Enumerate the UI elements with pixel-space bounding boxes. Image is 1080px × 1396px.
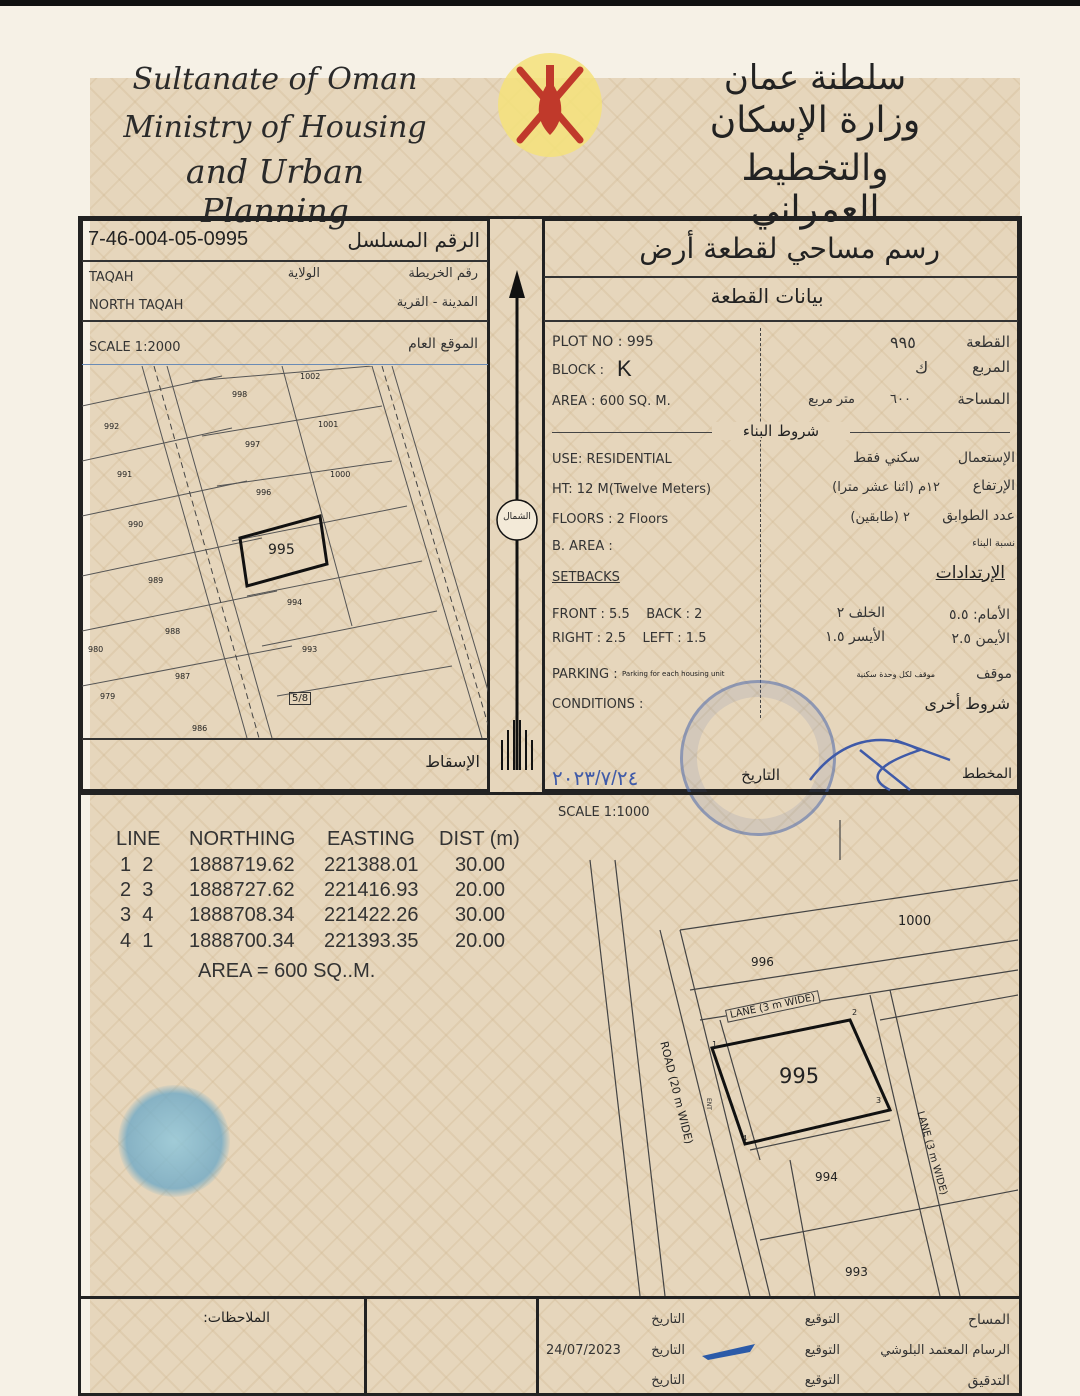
detail-plot-996: 996 (751, 955, 774, 969)
area-total: AREA = 600 SQ..M. (198, 960, 376, 982)
map-plot-label: 995 (268, 542, 295, 558)
corner-1: 1 (712, 1040, 718, 1049)
conditions-en: CONDITIONS : (552, 697, 644, 712)
map-plot-label: 990 (128, 520, 144, 529)
building-conditions-heading: شروط البناء (712, 422, 850, 440)
map-plot-label: 994 (287, 598, 303, 607)
map-no-label: رقم الخريطة (408, 266, 478, 281)
row-dist: 30.00 (455, 854, 506, 876)
footer-divider (80, 1296, 1020, 1299)
row-easting: 221393.35 (324, 930, 419, 952)
plot-no-ar-value: ٩٩٥ (890, 333, 916, 352)
col-header-northing: NORTHING (189, 828, 296, 850)
signature-label: التوقيع (804, 1343, 840, 1358)
plot-data-heading: بيانات القطعة (710, 284, 824, 308)
detail-plot-995: 995 (779, 1064, 820, 1088)
row-line: 2 3 (120, 879, 154, 901)
row-easting: 221422.26 (324, 904, 419, 926)
north-arrow (494, 270, 540, 790)
header-ar-line3: والتخطيط العمراني (741, 148, 889, 230)
scale-bottom: SCALE 1:1000 (558, 805, 650, 820)
map-plot-label: 993 (302, 645, 318, 654)
map-plot-label: 979 (100, 692, 116, 701)
corner-3: 3 (876, 1096, 882, 1105)
map-plot-label: 988 (165, 627, 181, 636)
left-ar: الأيسر ١.٥ (825, 629, 885, 645)
handwritten-date: ٢٠٢٣/٧/٢٤ (552, 768, 639, 790)
document-title: رسم مساحي لقطعة أرض (639, 232, 940, 265)
area-ar-label: المساحة (957, 390, 1010, 408)
planner-signature (800, 720, 960, 800)
block-en-label: BLOCK : (552, 363, 605, 378)
floors-ar-value: ٢ (طابقين) (850, 510, 910, 525)
section-divider (80, 792, 1020, 795)
ht-ar-label: الإرتفاع (972, 478, 1015, 494)
right-left-en: RIGHT : 2.5 LEFT : 1.5 (552, 631, 707, 646)
lane-top-label: LANE (3 m WIDE) (725, 990, 820, 1022)
map-plot-label: 996 (256, 488, 272, 497)
floors-ar-label: عدد الطوابق (942, 508, 1015, 524)
front-ar: الأمام: ٥.٥ (949, 607, 1010, 623)
setbacks-en: SETBACKS (552, 570, 620, 585)
row-dist: 20.00 (455, 879, 506, 901)
divider (544, 320, 1018, 322)
header-en-line2: Ministry of Housing (123, 110, 427, 145)
wilayat-value: TAQAH (89, 270, 134, 285)
map-plot-label: 998 (232, 390, 248, 399)
use-ar-value: سكني فقط (853, 450, 920, 466)
footer-date-value: 24/07/2023 (546, 1343, 621, 1358)
surveyor-label: المساح (967, 1312, 1010, 1328)
plot-no-ar-label: القطعة (966, 333, 1010, 351)
floors-en: FLOORS : 2 Floors (552, 512, 669, 527)
date-label-right: التاريخ (741, 766, 780, 784)
parking-en: PARKING : (552, 667, 618, 682)
right-ar: الأيمن ٢.٥ (951, 631, 1010, 647)
row-northing: 1888727.62 (189, 879, 295, 901)
row-line: 3 4 (120, 904, 154, 926)
detail-plot-1000: 1000 (898, 914, 932, 929)
notes-label: الملاحظات: (203, 1310, 270, 1326)
signature-label: التوقيع (804, 1312, 840, 1327)
row-northing: 1888708.34 (189, 904, 295, 926)
detail-plot-993: 993 (845, 1265, 868, 1279)
map-plot-label: 986 (192, 724, 208, 733)
divider (82, 260, 488, 262)
barea-en: B. AREA : (552, 539, 613, 554)
scale-left: SCALE 1:2000 (89, 340, 181, 355)
serial-number: 7-46-004-05-0995 (88, 228, 249, 250)
map-plot-label: 997 (245, 440, 261, 449)
area-ar-value: ٦٠٠ (890, 392, 911, 407)
signature-label: التوقيع (804, 1373, 840, 1388)
north-label: الشمال (503, 512, 531, 522)
watermark-seal (118, 1085, 230, 1197)
footer-date-label: التاريخ (651, 1312, 685, 1327)
map-plot-label: 1001 (318, 420, 339, 429)
detail-plot-994: 994 (815, 1170, 838, 1184)
use-ar-label: الإستعمال (957, 450, 1015, 466)
ht-en: HT: 12 M(Twelve Meters) (552, 482, 712, 497)
header-ar-line2: وزارة الإسكان (709, 100, 921, 141)
row-easting: 221388.01 (324, 854, 419, 876)
divider (552, 432, 712, 433)
map-plot-label: 989 (148, 576, 164, 585)
map-plot-label: 987 (175, 672, 191, 681)
planner-label: المخطط (961, 766, 1012, 782)
city-value: NORTH TAQAH (89, 298, 184, 313)
row-dist: 30.00 (455, 904, 506, 926)
draftsman-label: الرسام المعتمد البلوشي (880, 1343, 1010, 1358)
map-plot-label: 1000 (330, 470, 351, 479)
oman-emblem (495, 45, 605, 165)
plot-no-en: PLOT NO : 995 (552, 334, 654, 350)
row-easting: 221416.93 (324, 879, 419, 901)
front-back-en: FRONT : 5.5 BACK : 2 (552, 607, 703, 622)
wilayat-label: الولاية (287, 266, 320, 281)
corner-2: 2 (852, 1008, 858, 1017)
block-en-value: K (617, 356, 632, 381)
header-en-line1: Sultanate of Oman (132, 62, 418, 97)
entrance-label: ENT (705, 1098, 712, 1110)
col-header-line: LINE (116, 828, 161, 850)
divider (544, 276, 1018, 278)
setbacks-ar: الإرتدادات (935, 563, 1005, 583)
checker-label: التدقيق (967, 1373, 1010, 1389)
map-plot-label: 980 (88, 645, 104, 654)
back-ar: الخلف ٢ (836, 605, 885, 621)
map-plot-label: 991 (117, 470, 133, 479)
map-plot-label: 992 (104, 422, 120, 431)
divider (850, 432, 1010, 433)
parking-ar-label: موقف (976, 666, 1012, 682)
lane-right-label: LANE (3 m WIDE) (914, 1110, 949, 1197)
row-line: 1 2 (120, 854, 154, 876)
area-ar-unit: متر مربع (808, 392, 855, 407)
conditions-ar: شروط أخرى (924, 694, 1010, 713)
draftsman-signature (700, 1338, 760, 1362)
general-location-label: الموقع العام (408, 336, 478, 352)
serial-label: الرقم المسلسل (347, 228, 480, 252)
column-divider (760, 328, 761, 718)
parking-ar-value: موقف لكل وحدة سكنية (856, 670, 935, 679)
footer-date-label: التاريخ (651, 1343, 685, 1358)
divider (82, 738, 488, 740)
parking-en-value: Parking for each housing unit (622, 670, 725, 678)
col-header-easting: EASTING (327, 828, 415, 850)
ht-ar-value: ١٢م (اثنا عشر مترا) (832, 480, 940, 495)
divider (82, 320, 488, 322)
row-northing: 1888700.34 (189, 930, 295, 952)
divider (82, 364, 488, 365)
row-dist: 20.00 (455, 930, 506, 952)
area-en: AREA : 600 SQ. M. (552, 394, 671, 409)
map-plot-label: 1002 (300, 372, 321, 381)
header-ar-line1: سلطنة عمان (723, 58, 907, 98)
col-header-dist: DIST (m) (439, 828, 520, 850)
footer-divider (536, 1298, 539, 1396)
block-ar-label: المربع (972, 358, 1010, 376)
map-plot-label: 5/8 (289, 692, 311, 705)
city-label: المدينة - القرية (396, 295, 478, 310)
use-en: USE: RESIDENTIAL (552, 452, 672, 467)
row-northing: 1888719.62 (189, 854, 295, 876)
block-ar-value: ك (915, 358, 929, 377)
detail-site-plan (540, 820, 1018, 1296)
projection-label: الإسقاط (425, 752, 480, 771)
header-en-line3: and Urban Planning (185, 152, 365, 230)
footer-divider (364, 1298, 367, 1396)
corner-4: 4 (742, 1134, 748, 1143)
road-label: ROAD (20 m WIDE) (657, 1040, 696, 1146)
row-line: 4 1 (120, 930, 154, 952)
barea-ar-label: نسبة البناء (972, 538, 1015, 549)
footer-date-label: التاريخ (651, 1373, 685, 1388)
